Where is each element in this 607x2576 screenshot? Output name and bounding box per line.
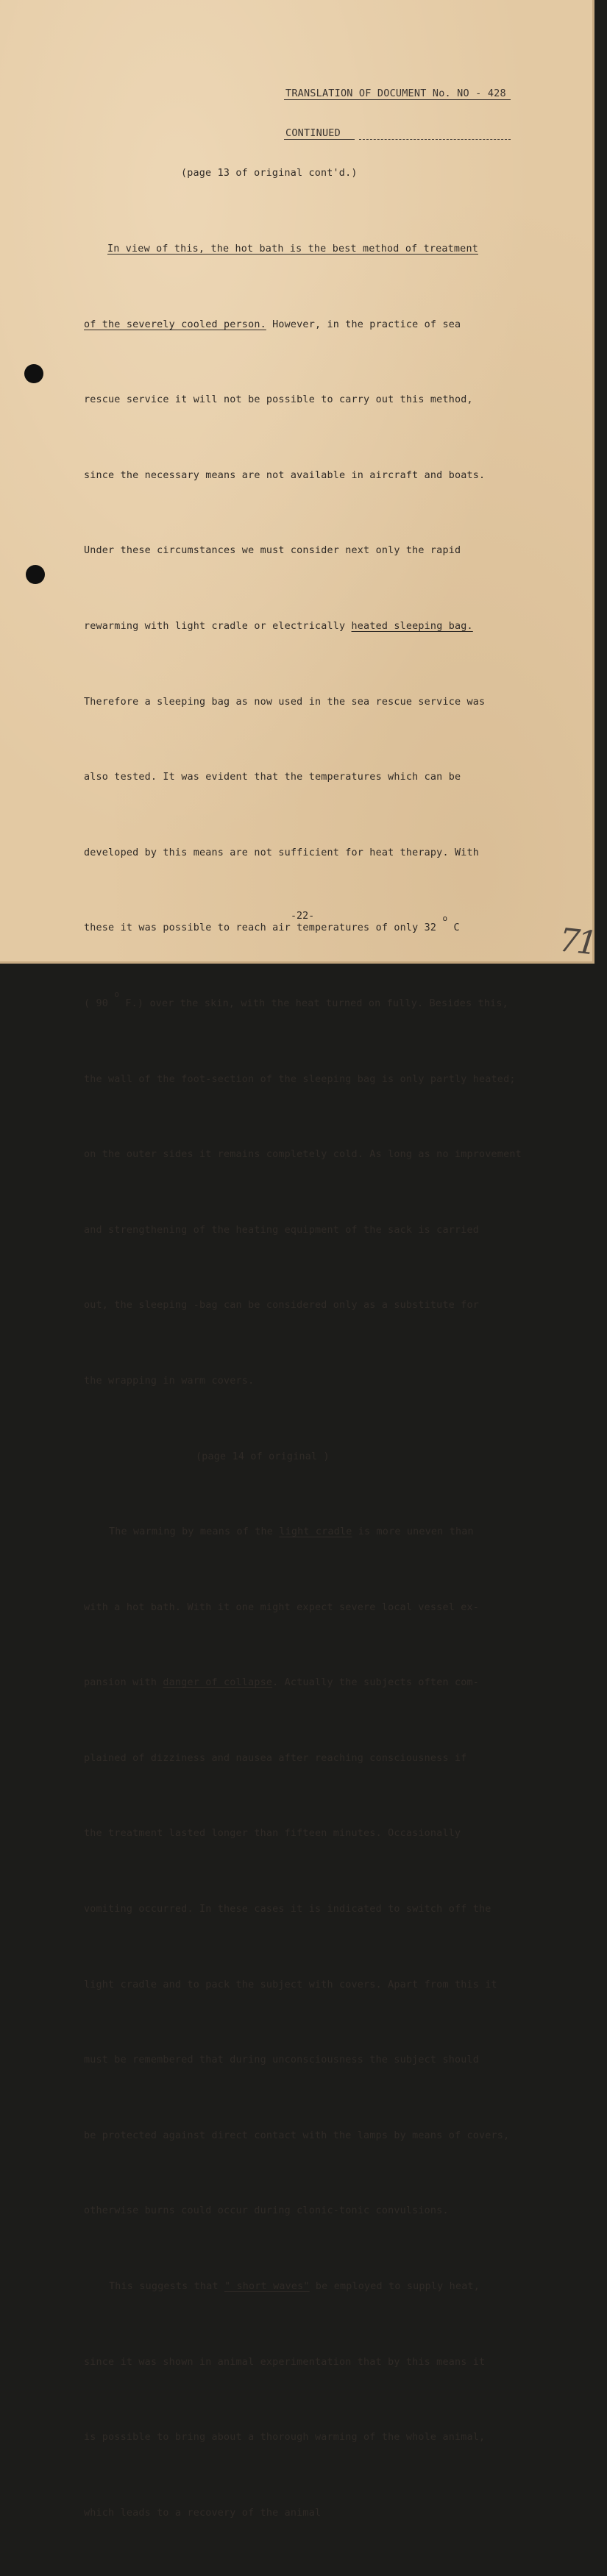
text-line: vomiting occurred. In these cases it is indicated to switch off the [84,1904,491,1915]
page-number: -22- [291,911,315,922]
text-line: the wrapping in warm covers. [84,1375,255,1387]
punch-hole-lower [26,565,45,584]
text-line: Under these circumstances we must consider next only the rapid [84,545,461,557]
text-line: of the severely cooled person. However, in the practice of sea [84,319,461,330]
header-title: TRANSLATION OF DOCUMENT No. NO - 428 [285,87,506,100]
text-line: (page 13 of original cont'd.) [181,168,358,179]
text-line: plained of dizziness and nausea after reaching consciousness if [84,1752,467,1764]
text-line: light cradle and to pack the subject with covers. Apart from this it [84,1979,497,1990]
text-line: Therefore a sleeping bag as now used in the sea rescue service was [84,696,486,708]
text-line: the wall of the foot-section of the sleeping bag is only partly heated; [84,1073,516,1085]
text-line: on the outer sides it remains completely cold. As long as no improvement [84,1149,522,1161]
text-line: out, the sleeping -bag can be considered only as a substitute for [84,1300,480,1312]
text-line: which leads to a recovery of the animal [84,2507,322,2519]
text-line: The warming by means of the light cradle is more uneven than [109,1526,474,1538]
text-line: ( 90 $^o$ F.) over the skin, with the heat turned on fully. Besides this, [84,989,508,1009]
text-line: pansion with danger of collapse. Actually the subjects often com- [84,1677,480,1689]
text-line: also tested. It was evident that the temperatures which can be [84,772,461,783]
text-line: since the necessary means are not available in aircraft and boats. [84,469,486,481]
text-line: otherwise burns could occur during clonic-tonic convulsions. [84,2205,449,2217]
text-line: with a hot bath. With it one might expect severe local vessel ex- [84,1601,480,1613]
punch-hole-upper [24,364,43,383]
text-line: rewarming with light cradle or electrically heated sleeping bag. [84,620,473,632]
handwritten-folio-number: 71 [557,921,597,963]
text-line: be protected against direct contact with the lamps by means of covers, [84,2130,510,2141]
text-line: rescue service it will not be possible to carry out this method, [84,394,473,406]
text-line: In view of this, the hot bath is the best method of treatment [107,243,478,255]
header-continued: CONTINUED [285,127,506,140]
text-line: and strengthening of the heating equipment of the sack is carried [84,1224,480,1236]
text-line: developed by this means are not sufficient for heat therapy. With [84,847,480,858]
text-line: these it was possible to reach air temperatures of only 32 $^o$ C [84,914,460,934]
text-line: must be remembered that during unconsciousness the subject should [84,2054,480,2066]
text-line: This suggests that " short waves" be employed to supply heat, [109,2281,480,2293]
text-line: the treatment lasted longer than fifteen minutes. Occasionally [84,1828,461,1840]
text-line: is possible to bring about a thorough warming of the whole animal, [84,2432,486,2444]
text-line: since it was shown in animal experimentation that by this means it [84,2356,486,2368]
body-text [84,111,522,2576]
text-line: (page 14 of original ) [196,1451,330,1462]
